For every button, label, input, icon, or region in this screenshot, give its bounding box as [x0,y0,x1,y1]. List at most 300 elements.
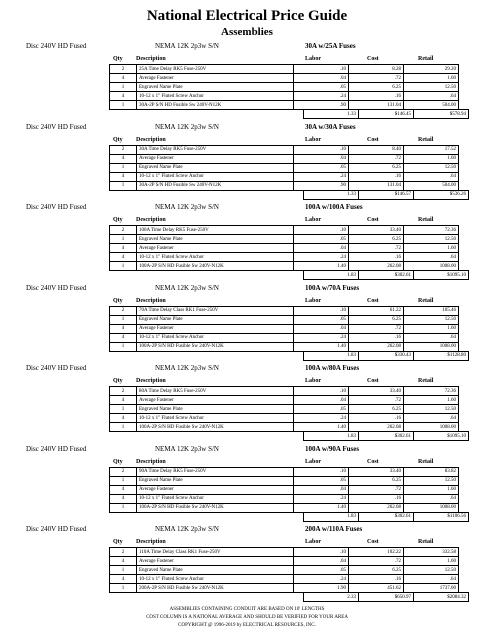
qty-cell: 1 [110,476,137,485]
cost-cell: 6.25 [349,235,404,244]
description-cell: 90A Time Delay RK5 Fuse-250V [137,467,294,476]
description-cell: 10-12 x 1" Fluted Screw Anchor [137,92,294,101]
qty-cell: 1 [110,101,137,110]
labor-cell: .05 [294,315,349,324]
description-cell: 100A-2P S/N HD Fusible Sw 240V-N12K [137,423,294,432]
labor-cell: .04 [294,485,349,494]
retail-header: Retail [418,136,434,143]
description-header: Description [136,56,166,62]
description-cell: 25A Time Delay RK5 Fuse-250V [137,65,294,74]
total-labor: 1.83 [304,271,359,280]
retail-cell: .64 [404,92,459,101]
qty-cell: 4 [110,172,137,181]
qty-cell: 4 [110,74,137,83]
disconnect-type: Disc 240V HD Fused [26,203,87,211]
cost-cell: 61.22 [349,306,404,315]
qty-cell: 4 [110,414,137,423]
cost-header: Cost [367,297,379,304]
total-labor: 1.33 [304,110,359,119]
cost-cell: 33.40 [349,467,404,476]
retail-cell: 504.00 [404,181,459,190]
qty-cell: 4 [110,253,137,262]
description-cell: Average Fastener [137,154,294,163]
labor-cell: .04 [294,154,349,163]
qty-header: Qty [113,136,123,143]
labor-cell: 1.40 [294,503,349,512]
disconnect-type: Disc 240V HD Fused [26,122,87,131]
labor-cell: .10 [294,387,349,396]
total-retail: $2084.32 [414,593,469,602]
qty-header: Qty [113,378,123,384]
table-row [110,244,459,253]
total-retail: $578.94 [414,110,469,119]
disconnect-type: Disc 240V HD Fused [26,364,87,372]
enclosure-type: NEMA 12K 2p3w S/N [155,203,219,211]
disconnect-type: Disc 240V HD Fused [26,283,87,292]
labor-cell: .90 [294,101,349,110]
table-row [110,226,459,235]
retail-cell: 1737.00 [404,584,459,593]
items-table [109,145,459,191]
cost-cell: 6.25 [349,405,404,414]
footer-line: ASSEMBLIES CONTAINING CONDUIT ARE BASED ON 10' LENGTHS [169,607,325,612]
section-header [0,283,494,294]
table-row [110,557,459,566]
qty-cell: 1 [110,423,137,432]
table-row [110,566,459,575]
labor-cell: .24 [294,575,349,584]
retail-cell: 72.36 [404,387,459,396]
cost-cell: 8.40 [349,145,404,154]
table-row [110,575,459,584]
cost-cell: 6.25 [349,566,404,575]
description-header: Description [136,136,166,143]
cost-header: Cost [367,378,379,384]
description-cell: Average Fastener [137,396,294,405]
retail-cell: 1008.00 [404,423,459,432]
enclosure-type: NEMA 12K 2p3w S/N [155,42,219,50]
column-headers [0,216,494,225]
section-header [0,122,494,133]
retail-cell: 1.60 [404,396,459,405]
qty-cell: 2 [110,226,137,235]
totals-row [303,109,469,119]
qty-header: Qty [113,297,123,304]
cost-cell: 33.40 [349,387,404,396]
labor-cell: 1.90 [294,584,349,593]
cost-cell: .72 [349,485,404,494]
qty-cell: 2 [110,306,137,315]
column-headers [0,136,494,145]
retail-cell: 332.58 [404,548,459,557]
description-cell: Engraved Name Plate [137,315,294,324]
retail-header: Retail [418,539,434,545]
table-row [110,476,459,485]
labor-cell: .24 [294,494,349,503]
qty-header: Qty [113,458,123,465]
labor-cell: .05 [294,83,349,92]
cost-cell: .72 [349,74,404,83]
qty-cell: 4 [110,244,137,253]
labor-cell: .24 [294,172,349,181]
qty-cell: 4 [110,324,137,333]
qty-cell: 1 [110,163,137,172]
description-header: Description [136,378,166,384]
total-cost: $146.57 [359,190,414,199]
description-cell: 70A Time Delay Class RK1 Fuse-250V [137,306,294,315]
qty-cell: 1 [110,83,137,92]
retail-cell: 1.60 [404,244,459,253]
description-cell: 10-12 x 1" Fluted Screw Anchor [137,414,294,423]
items-table [109,306,459,352]
table-row [110,315,459,324]
totals-row [303,351,469,361]
cost-cell: 451.62 [349,584,404,593]
description-header: Description [136,539,166,545]
description-cell: Average Fastener [137,324,294,333]
description-cell: Average Fastener [137,485,294,494]
qty-cell: 1 [110,342,137,351]
cost-cell: 8.28 [349,65,404,74]
description-cell: 100A-2P S/N HD Fusible Sw 240V-N12K [137,262,294,271]
description-cell: 200A-2P S/N HD Fusible Sw 240V-N12K [137,584,294,593]
description-cell: 10-12 x 1" Fluted Screw Anchor [137,172,294,181]
labor-cell: .10 [294,65,349,74]
qty-header: Qty [113,56,123,62]
total-cost: $330.43 [359,351,414,360]
total-cost: $302.61 [359,432,414,441]
description-cell: Engraved Name Plate [137,235,294,244]
cost-cell: .16 [349,333,404,342]
table-row [110,83,459,92]
total-labor: 1.83 [304,512,359,521]
qty-cell: 2 [110,65,137,74]
total-cost: $302.61 [359,271,414,280]
description-cell: 30A Time Delay RK5 Fuse-250V [137,145,294,154]
total-retail: $536.26 [414,190,469,199]
labor-cell: .10 [294,145,349,154]
cost-cell: .16 [349,414,404,423]
fuse-rating: 30A w/25A Fuses [305,42,356,50]
qty-cell: 4 [110,333,137,342]
table-row [110,387,459,396]
labor-cell: .10 [294,226,349,235]
retail-cell: .64 [404,414,459,423]
cost-header: Cost [367,458,379,465]
description-cell: 10-12 x 1" Fluted Screw Anchor [137,575,294,584]
assembly-section [0,363,494,450]
qty-cell: 4 [110,575,137,584]
table-row [110,405,459,414]
labor-cell: 1.40 [294,262,349,271]
disconnect-type: Disc 240V HD Fused [26,444,87,453]
retail-cell: 1.60 [404,485,459,494]
cost-cell: 6.25 [349,476,404,485]
cost-cell: .72 [349,396,404,405]
fuse-rating: 200A w/110A Fuses [305,525,363,533]
labor-header: Labor [305,136,322,143]
description-cell: Engraved Name Plate [137,83,294,92]
total-labor: 1.83 [304,432,359,441]
labor-cell: .05 [294,566,349,575]
table-row [110,306,459,315]
qty-cell: 1 [110,262,137,271]
qty-cell: 4 [110,396,137,405]
page-subtitle: Assemblies [221,26,273,38]
description-cell: Engraved Name Plate [137,566,294,575]
cost-cell: 262.08 [349,262,404,271]
retail-cell: 12.50 [404,405,459,414]
table-row [110,467,459,476]
retail-header: Retail [418,217,434,223]
items-table [109,547,459,593]
description-cell: 10-12 x 1" Fluted Screw Anchor [137,494,294,503]
fuse-rating: 100A w/90A Fuses [305,444,360,453]
table-row [110,548,459,557]
labor-header: Labor [305,378,322,384]
totals-row [303,431,469,441]
retail-cell: 83.82 [404,467,459,476]
retail-cell: 504.00 [404,101,459,110]
cost-cell: .72 [349,244,404,253]
description-cell: 10-12 x 1" Fluted Screw Anchor [137,253,294,262]
qty-cell: 1 [110,584,137,593]
items-table [109,64,459,110]
labor-cell: .24 [294,92,349,101]
column-headers [0,55,494,64]
total-cost: $146.45 [359,110,414,119]
total-labor: 1.33 [304,190,359,199]
description-cell: 100A-2P S/N HD Fusible Sw 240V-N12K [137,503,294,512]
qty-cell: 4 [110,485,137,494]
labor-header: Labor [305,56,322,62]
cost-cell: .16 [349,253,404,262]
fuse-rating: 100A w/70A Fuses [305,283,360,292]
assembly-section [0,202,494,289]
cost-cell: 262.08 [349,423,404,432]
description-cell: 30A-2P S/N HD Fusible Sw 240V-N12K [137,181,294,190]
labor-cell: .24 [294,333,349,342]
retail-cell: 12.50 [404,163,459,172]
description-cell: Engraved Name Plate [137,163,294,172]
retail-cell: 1008.00 [404,262,459,271]
cost-cell: .16 [349,494,404,503]
labor-header: Labor [305,217,322,223]
description-cell: 10-12 x 1" Fluted Screw Anchor [137,333,294,342]
description-header: Description [136,217,166,223]
enclosure-type: NEMA 12K 2p3w S/N [155,364,219,372]
total-retail: $1095.10 [414,432,469,441]
total-retail: $1128.80 [414,351,469,360]
qty-cell: 4 [110,92,137,101]
table-row [110,65,459,74]
labor-header: Labor [305,539,322,545]
retail-cell: 12.50 [404,83,459,92]
description-cell: Average Fastener [137,557,294,566]
cost-header: Cost [367,539,379,545]
section-header [0,444,494,455]
footer-line: COPYRIGHT @ 1996-2019 by ELECTRICAL RESOURCES, INC. [178,623,316,628]
cost-cell: 262.08 [349,342,404,351]
qty-cell: 4 [110,557,137,566]
qty-cell: 4 [110,494,137,503]
qty-cell: 2 [110,387,137,396]
retail-cell: 17.52 [404,145,459,154]
column-headers [0,297,494,306]
labor-cell: .24 [294,414,349,423]
labor-header: Labor [305,458,322,465]
qty-cell: 2 [110,548,137,557]
cost-cell: .72 [349,557,404,566]
labor-cell: .10 [294,306,349,315]
section-header [0,363,494,374]
table-row [110,494,459,503]
labor-cell: .05 [294,476,349,485]
description-cell: 100A Time Delay RK5 Fuse-250V [137,226,294,235]
items-table [109,386,459,432]
fuse-rating: 100A w/80A Fuses [305,364,360,372]
total-cost: $302.61 [359,512,414,521]
cost-cell: .16 [349,92,404,101]
retail-cell: .64 [404,333,459,342]
qty-cell: 4 [110,154,137,163]
total-labor: 1.83 [304,351,359,360]
labor-cell: .04 [294,557,349,566]
enclosure-type: NEMA 12K 2p3w S/N [155,283,219,292]
assembly-section [0,41,494,128]
totals-row [303,190,469,200]
fuse-rating: 30A w/30A Fuses [305,122,356,131]
labor-cell: 1.40 [294,423,349,432]
enclosure-type: NEMA 12K 2p3w S/N [155,122,219,131]
description-cell: 110A Time Delay Class RK1 Fuse-250V [137,548,294,557]
qty-cell: 1 [110,566,137,575]
retail-cell: 1008.00 [404,342,459,351]
table-row [110,414,459,423]
totals-row [303,592,469,602]
retail-cell: .64 [404,494,459,503]
section-header [0,202,494,213]
table-row [110,324,459,333]
retail-cell: .64 [404,575,459,584]
retail-cell: 12.50 [404,476,459,485]
description-cell: 30A-2P S/N HD Fusible Sw 240V-N12K [137,101,294,110]
qty-cell: 1 [110,181,137,190]
cost-cell: .16 [349,575,404,584]
retail-cell: 12.50 [404,235,459,244]
assembly-section [0,524,494,611]
table-row [110,74,459,83]
retail-cell: 1.60 [404,74,459,83]
description-cell: Engraved Name Plate [137,405,294,414]
retail-cell: 1008.00 [404,503,459,512]
description-cell: Average Fastener [137,74,294,83]
retail-cell: 12.50 [404,566,459,575]
labor-cell: .04 [294,74,349,83]
qty-cell: 1 [110,235,137,244]
table-row [110,396,459,405]
fuse-rating: 100A w/100A Fuses [305,203,363,211]
totals-row [303,512,469,522]
disconnect-type: Disc 240V HD Fused [26,42,87,50]
column-headers [0,538,494,547]
retail-cell: .64 [404,172,459,181]
labor-cell: .04 [294,244,349,253]
table-row [110,235,459,244]
retail-cell: 29.20 [404,65,459,74]
disconnect-type: Disc 240V HD Fused [26,525,87,533]
enclosure-type: NEMA 12K 2p3w S/N [155,444,219,453]
labor-cell: .04 [294,324,349,333]
table-row [110,485,459,494]
total-labor: 2.33 [304,593,359,602]
cost-cell: 131.04 [349,181,404,190]
description-header: Description [136,297,166,304]
retail-header: Retail [418,56,434,62]
enclosure-type: NEMA 12K 2p3w S/N [155,525,219,533]
cost-header: Cost [367,136,379,143]
table-row [110,92,459,101]
retail-cell: 1.60 [404,324,459,333]
cost-cell: .72 [349,324,404,333]
retail-header: Retail [418,458,434,465]
cost-cell: 33.40 [349,226,404,235]
cost-cell: 6.25 [349,163,404,172]
cost-header: Cost [367,217,379,223]
retail-cell: 12.50 [404,315,459,324]
assembly-section [0,444,494,531]
qty-cell: 1 [110,315,137,324]
qty-cell: 1 [110,405,137,414]
footer-line: COST COLUMN IS A NATIONAL AVERAGE AND SHOULD BE VERIFIED FOR YOUR AREA [146,615,348,620]
retail-cell: 1.60 [404,557,459,566]
assembly-section [0,122,494,209]
description-cell: Average Fastener [137,244,294,253]
qty-cell: 2 [110,145,137,154]
qty-cell: 1 [110,503,137,512]
table-row [110,333,459,342]
total-cost: $650.97 [359,593,414,602]
labor-cell: .10 [294,548,349,557]
labor-cell: .90 [294,181,349,190]
section-header [0,524,494,535]
labor-cell: .10 [294,467,349,476]
column-headers [0,458,494,467]
cost-cell: 102.22 [349,548,404,557]
cost-header: Cost [367,56,379,62]
description-cell: Engraved Name Plate [137,476,294,485]
table-row [110,163,459,172]
labor-cell: .05 [294,163,349,172]
retail-cell: 72.36 [404,226,459,235]
qty-header: Qty [113,539,123,545]
qty-cell: 2 [110,467,137,476]
total-retail: $1095.10 [414,271,469,280]
cost-cell: .16 [349,172,404,181]
retail-cell: .64 [404,253,459,262]
items-table [109,467,459,513]
labor-cell: .05 [294,405,349,414]
labor-cell: .04 [294,396,349,405]
page-title: National Electrical Price Guide [146,8,348,24]
section-header [0,41,494,52]
description-cell: 100A-2P S/N HD Fusible Sw 240V-N12K [137,342,294,351]
total-retail: $1106.56 [414,512,469,521]
description-cell: 80A Time Delay RK5 Fuse-250V [137,387,294,396]
table-row [110,253,459,262]
cost-cell: 131.04 [349,101,404,110]
cost-cell: 6.25 [349,83,404,92]
